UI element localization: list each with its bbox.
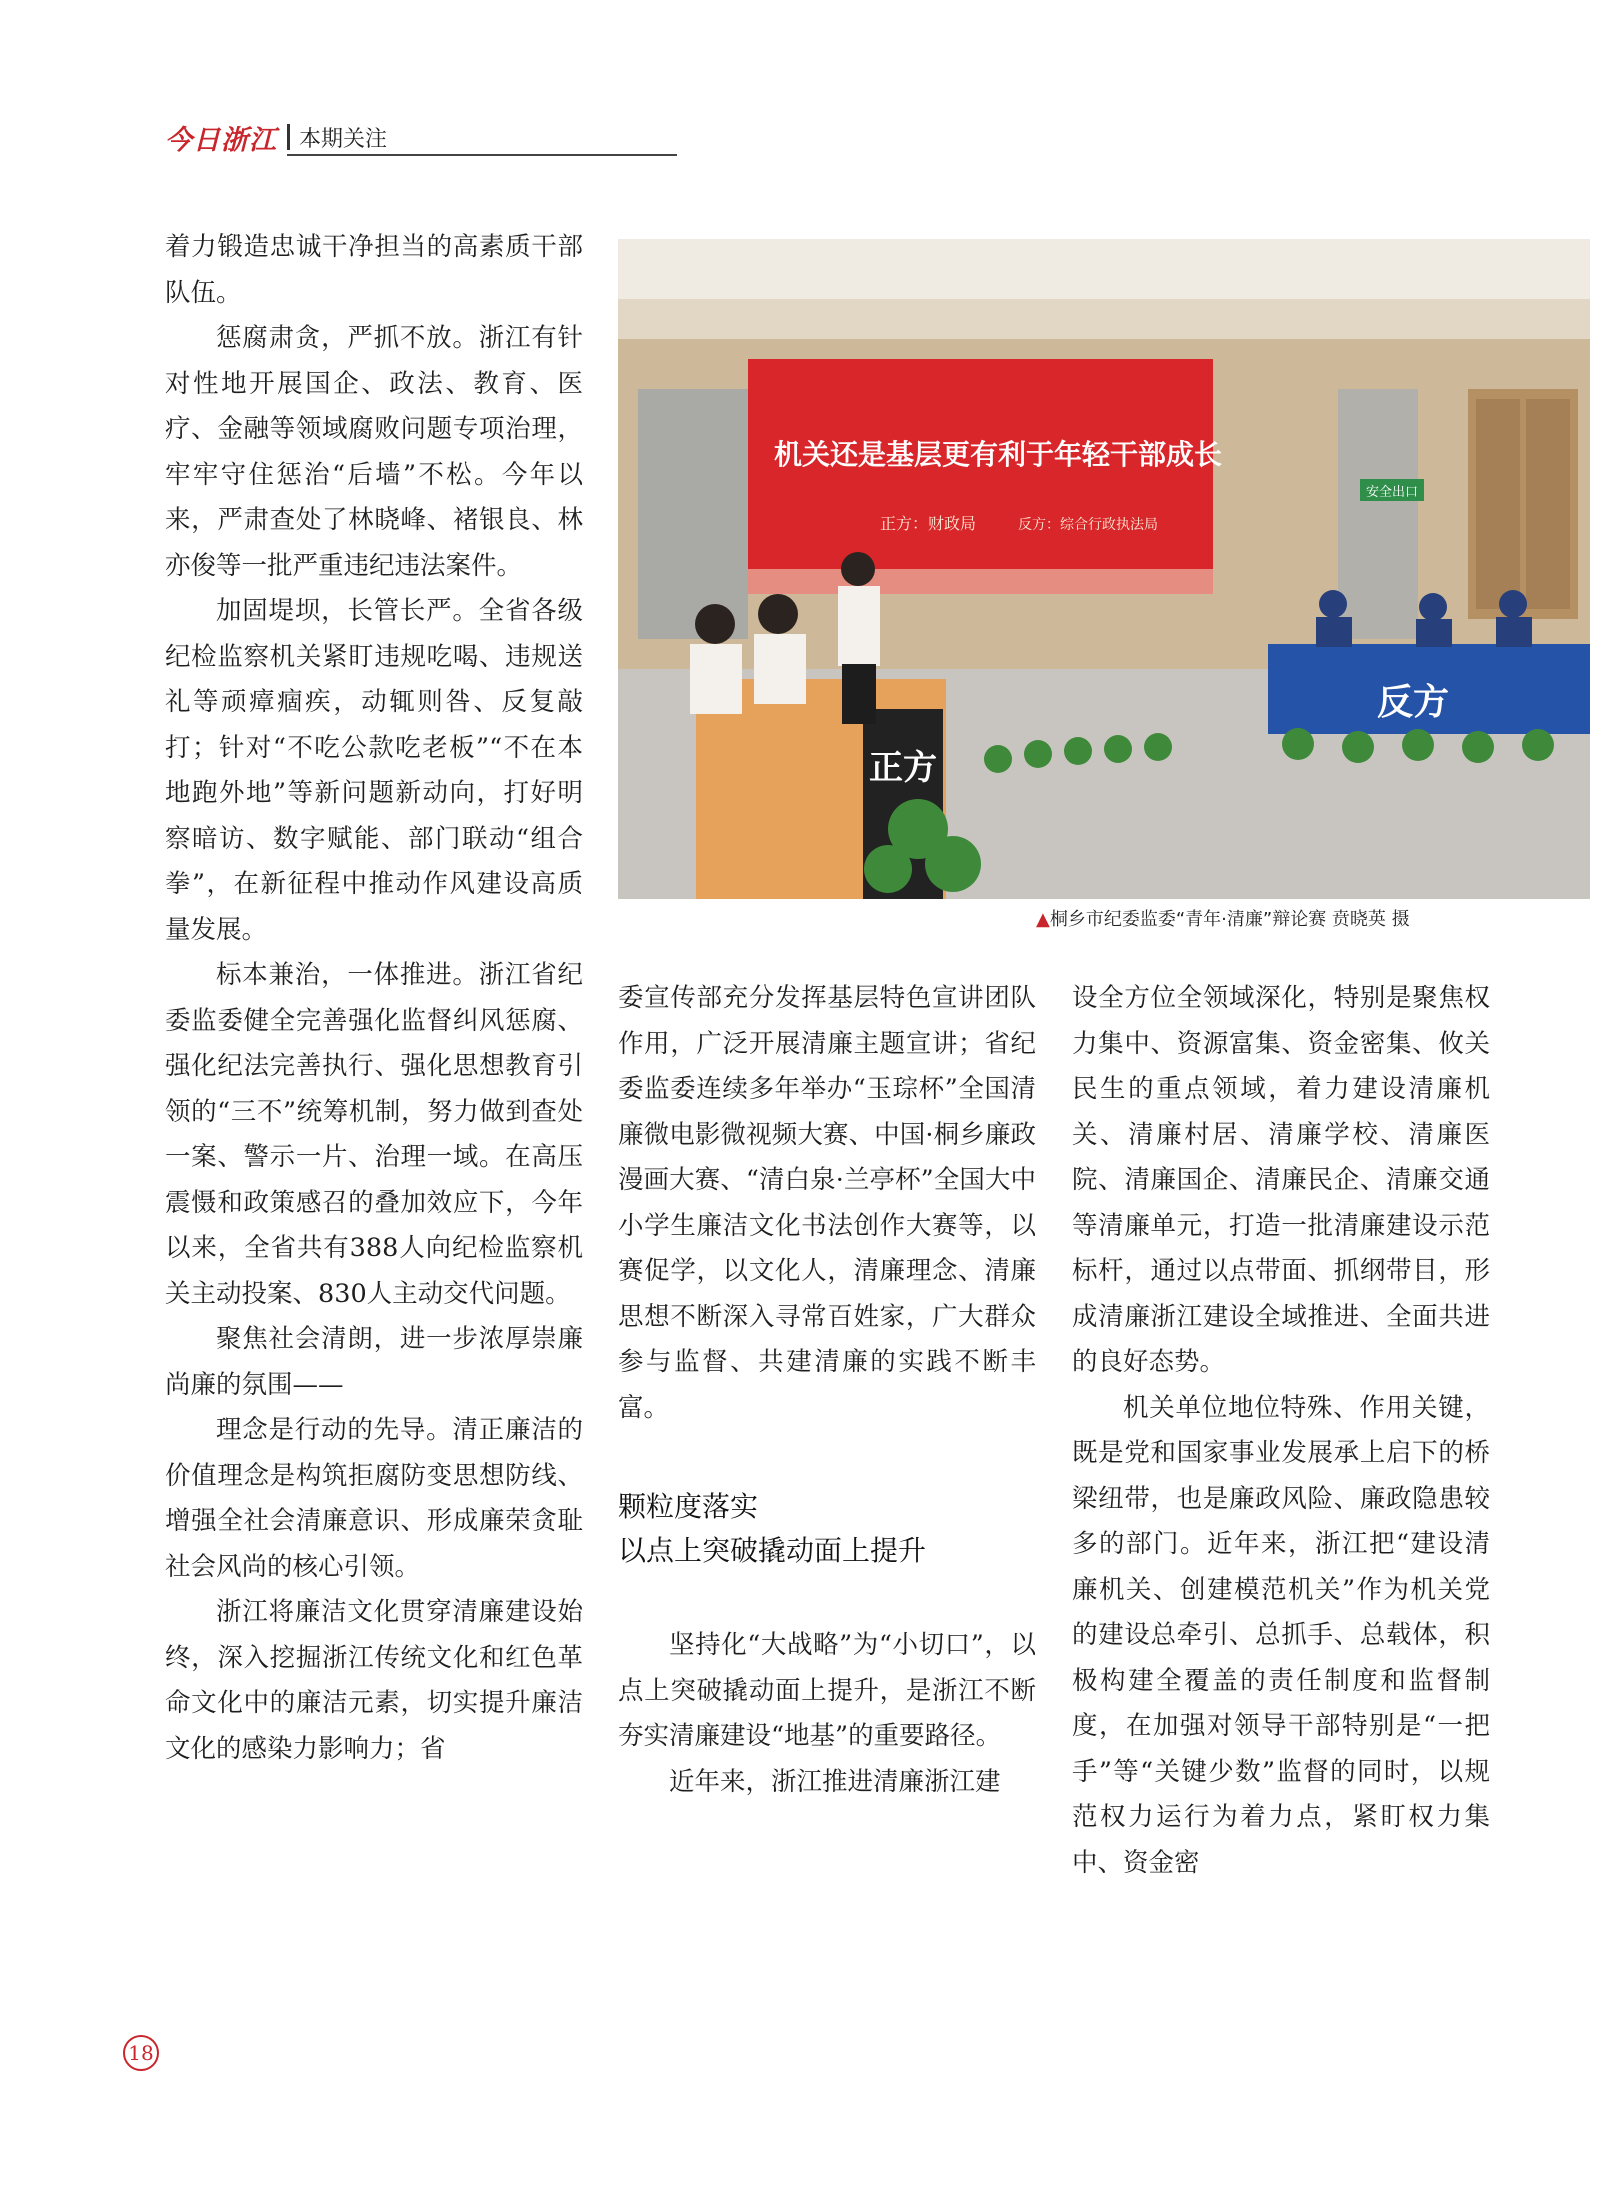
section-title: 本期关注 — [299, 127, 388, 152]
con-side-label: 反方：综合行政执法局 — [1018, 517, 1158, 533]
paragraph: 近年来，浙江推进清廉浙江建 — [669, 1766, 1001, 1797]
caption-text: 桐乡市纪委监委“青年·清廉”辩论赛 贲晓英 摄 — [1049, 909, 1410, 930]
header-divider — [287, 124, 290, 150]
pro-side-label: 正方：财政局 — [879, 514, 977, 533]
screen-title: 机关还是基层更有利于年轻干部成长 — [773, 438, 1223, 471]
paragraph: 理念是行动的先导。清正廉洁的价值理念是构筑拒腐防变思想防线、增强全社会清廉意识、形成廉荣贪耻社会风尚的核心引领。 — [165, 1415, 583, 1582]
magazine-logo: 今日浙江 — [165, 125, 277, 156]
paragraph: 坚持化“大战略”为“小切口”，以点上突破撬动面上提升，是浙江不断夯实清廉建设“地基”的重要路径。 — [618, 1630, 1036, 1751]
photo-caption — [1036, 905, 1410, 931]
con-desk-sign: 反方 — [1376, 682, 1450, 723]
page-number: 18 — [123, 2035, 159, 2071]
text-column-1 — [165, 225, 583, 1772]
paragraph: 着力锻造忠诚干净担当的高素质干部队伍。 — [165, 232, 583, 308]
subheading-line-1: 颗粒度落实 — [618, 1490, 759, 1523]
text-column-3 — [1072, 976, 1490, 1886]
pro-desk-sign: 正方 — [869, 748, 937, 788]
paragraph: 加固堤坝，长管长严。全省各级纪检监察机关紧盯违规吃喝、违规送礼等顽瘴痼疾，动辄则咎、反复敲打；针对“不吃公款吃老板”“不在本地跑外地”等新问题新动向，打好明察暗访、数字赋能、部门联动“组合拳”，在新征程中推动作风建设高质量发展。 — [165, 596, 583, 945]
paragraph: 机关单位地位特殊、作用关键，既是党和国家事业发展承上启下的桥梁纽带，也是廉政风险、廉政隐患较多的部门。近年来，浙江把“建设清廉机关、创建模范机关”作为机关党的建设总牵引、总抓手、总载体，积极构建全覆盖的责任制度和监督制度，在加强对领导干部特别是“一把手”等“关键少数”监督的同时，以规范权力运行为着力点，紧盯权力集中、资金密 — [1072, 1392, 1490, 1878]
subheading — [618, 1485, 1036, 1573]
debate-photo — [618, 239, 1590, 899]
header-rule — [287, 154, 677, 156]
page-header — [165, 118, 510, 158]
paragraph: 标本兼治，一体推进。浙江省纪委监委健全完善强化监督纠风惩腐、强化纪法完善执行、强化思想教育引领的“三不”统筹机制，努力做到查处一案、警示一片、治理一域。在高压震慑和政策感召的叠加效应下，今年以来，全省共有388人向纪检监察机关主动投案、830人主动交代问题。 — [165, 960, 583, 1309]
paragraph: 委宣传部充分发挥基层特色宣讲团队作用，广泛开展清廉主题宣讲；省纪委监委连续多年举办“玉琮杯”全国清廉微电影微视频大赛、中国·桐乡廉政漫画大赛、“清白泉·兰亭杯”全国大中小学生廉洁文化书法创作大赛等，以赛促学，以文化人，清廉理念、清廉思想不断深入寻常百姓家，广大群众参与监督、共建清廉的实践不断丰富。 — [618, 983, 1036, 1423]
text-column-2 — [618, 976, 1036, 1805]
paragraph: 设全方位全领域深化，特别是聚焦权力集中、资源富集、资金密集、攸关民生的重点领域，着力建设清廉机关、清廉村居、清廉学校、清廉医院、清廉国企、清廉民企、清廉交通等清廉单元，打造一批清廉建设示范标杆，通过以点带面、抓纲带目，形成清廉浙江建设全域推进、全面共进的良好态势。 — [1072, 983, 1490, 1377]
paragraph: 浙江将廉洁文化贯穿清廉建设始终，深入挖掘浙江传统文化和红色革命文化中的廉洁元素，切实提升廉洁文化的感染力影响力；省 — [165, 1597, 583, 1764]
exit-sign: 安全出口 — [1365, 485, 1419, 500]
caption-marker: ▲ — [1036, 909, 1050, 930]
subheading-line-2: 以点上突破撬动面上提升 — [618, 1534, 927, 1567]
paragraph: 聚焦社会清朗，进一步浓厚崇廉尚廉的氛围—— — [165, 1324, 583, 1400]
paragraph: 惩腐肃贪，严抓不放。浙江有针对性地开展国企、政法、教育、医疗、金融等领域腐败问题专项治理，牢牢守住惩治“后墙”不松。今年以来，严肃查处了林晓峰、褚银良、林亦俊等一批严重违纪违法案件。 — [165, 323, 583, 581]
